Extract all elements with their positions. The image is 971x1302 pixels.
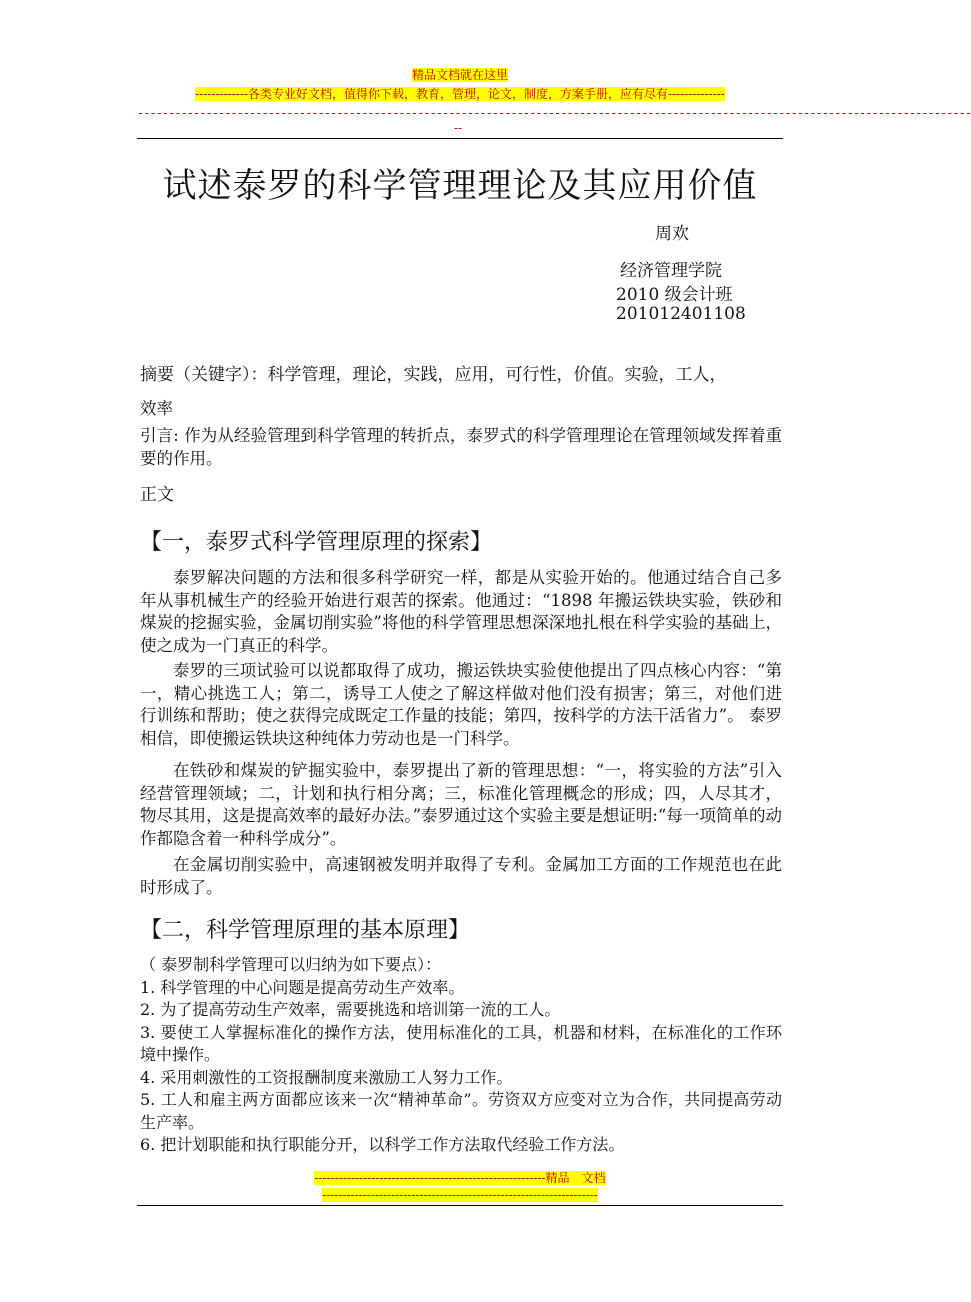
header-dash-tail: -- <box>454 121 463 135</box>
section1-paragraph-2: 泰罗的三项试验可以说都取得了成功，搬运铁块实验使他提出了四点核心内容：“第一，精心挑选工人；第二，诱导工人使之了解这样做对他们没有损害；第三，对他们进行训练和帮助；使之获得完成既定工作量的技能；第四，按科学的方法干活省力”。 泰罗相信，即使搬运铁块这种纯体力劳动也是一门科学。 <box>140 661 782 748</box>
body-label: 正文 <box>140 485 174 505</box>
header-dash-line: -------------------------------------------------------------------------------------------------------------------------------------- <box>137 106 971 120</box>
list-item: 5. 工人和雇主两方面都应该来一次“精神革命”。劳资双方应变对立为合作，共同提高劳动生产率。 <box>140 1090 782 1132</box>
section2-list <box>140 954 782 1157</box>
class-name: 2010 级会计班 <box>616 285 733 305</box>
list-item: 1. 科学管理的中心问题是提高劳动生产效率。 <box>140 977 465 997</box>
section1-paragraph-3: 在铁砂和煤炭的铲掘实验中，泰罗提出了新的管理思想：“一，将实验的方法”引入经营管理领域；二，计划和执行相分离；三，标准化管理概念的形成；四，人尽其才，物尽其用，这是提高效率的最好办法。”泰罗通过这个实验主要是想证明:“每一项简单的动作都隐含着一种科学成分”。 <box>140 761 782 848</box>
list-item: 6. 把计划职能和执行职能分开，以科学工作方法取代经验工作方法。 <box>140 1135 625 1154</box>
header-banner-line1 <box>0 67 920 83</box>
author-name: 周欢 <box>655 224 689 244</box>
footer-banner-line2 <box>0 1187 920 1203</box>
footer-banner-line1 <box>0 1170 920 1186</box>
list-item: 2. 为了提高劳动生产效率，需要挑选和培训第一流的工人。 <box>140 1000 561 1019</box>
footer-banner-text1: ---------------------------------------------------------精品 文档 <box>314 1171 606 1185</box>
footer-rule <box>137 1205 783 1206</box>
header-banner-text1: 精品文档就在这里 <box>411 68 508 82</box>
section1-paragraph-4: 在金属切削实验中，高速钢被发明并取得了专利。金属加工方面的工作规范也在此时形成了。 <box>140 855 782 897</box>
header-banner-line2 <box>0 86 920 102</box>
list-item: 4. 采用刺激性的工资报酬制度来激励工人努力工作。 <box>140 1067 513 1087</box>
intro-paragraph: 引言: 作为从经验管理到科学管理的转折点，泰罗式的科学管理理论在管理领域发挥着重要的作用。 <box>140 426 782 468</box>
document-title: 试述泰罗的科学管理理论及其应用价值 <box>162 166 758 206</box>
footer-banner-text2: -------------------------------------------------------------------- <box>322 1188 598 1202</box>
section1-paragraph-1: 泰罗解决问题的方法和很多科学研究一样，都是从实验开始的。他通过结合自己多年从事机械生产的经验开始进行艰苦的探索。他通过：“1898 年搬运铁块实验，铁砂和煤炭的挖掘实验，金属切削实验”将他的科学管理思想深深地扎根在科学实验的基础上，使之成为一门真正的科学。 <box>140 568 782 655</box>
student-id: 201012401108 <box>616 304 746 324</box>
section2-lead: （ 泰罗制科学管理可以归纳为如下要点）： <box>140 955 442 974</box>
header-rule <box>137 138 783 139</box>
school-name: 经济管理学院 <box>620 261 722 281</box>
section2-heading: 【二，科学管理原理的基本原理】 <box>140 918 471 943</box>
header-banner-text2: -------------各类专业好文档，值得你下载，教育，管理，论文，制度，方案手册，应有尽有-------------- <box>195 87 725 101</box>
list-item: 3. 要使工人掌握标准化的操作方法，使用标准化的工具，机器和材料，在标准化的工作环境中操作。 <box>140 1022 782 1064</box>
abstract-line1: 摘要（关键字）：科学管理，理论，实践，应用，可行性，价值。实验，工人， <box>140 365 727 385</box>
section1-heading: 【一，泰罗式科学管理原理的探索】 <box>140 530 493 555</box>
abstract-line2: 效率 <box>140 399 173 418</box>
